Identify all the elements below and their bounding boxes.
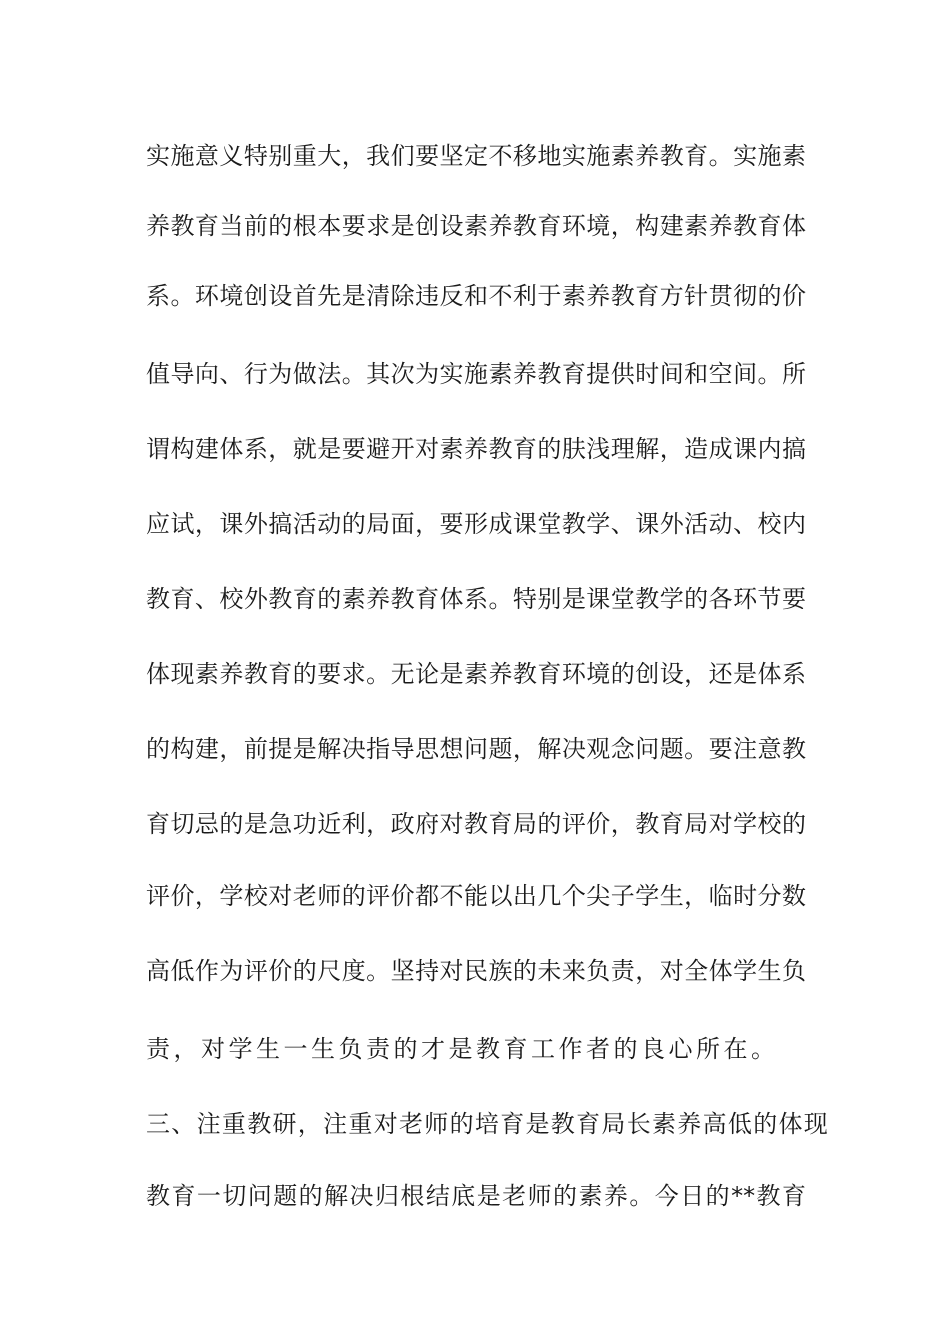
section-heading: 三、注重教研，注重对老师的培育是教育局长素养高低的体现 [146,1110,830,1138]
paragraph-line: 应试，课外搞活动的局面，要形成课堂教学、课外活动、校内 [146,510,806,538]
paragraph-line: 育切忌的是急功近利，政府对教育局的评价，教育局对学校的 [146,810,806,838]
paragraph-line: 高低作为评价的尺度。坚持对民族的未来负责，对全体学生负 [146,957,806,985]
paragraph-line: 养教育当前的根本要求是创设素养教育环境，构建素养教育体 [146,212,806,240]
paragraph-line: 责，对学生一生负责的才是教育工作者的良心所在。 [146,1035,779,1063]
paragraph-line: 的构建，前提是解决指导思想问题，解决观念问题。要注意教 [146,735,806,763]
paragraph-line: 评价，学校对老师的评价都不能以出几个尖子学生，临时分数 [146,882,806,910]
paragraph-line: 系。环境创设首先是清除违反和不利于素养教育方针贯彻的价 [146,282,806,310]
paragraph-line: 实施意义特别重大，我们要坚定不移地实施素养教育。实施素 [146,142,806,170]
paragraph-line: 教育一切问题的解决归根结底是老师的素养。今日的**教育 [146,1182,806,1210]
paragraph-line: 谓构建体系，就是要避开对素养教育的肤浅理解，造成课内搞 [146,435,806,463]
paragraph-line: 值导向、行为做法。其次为实施素养教育提供时间和空间。所 [146,360,806,388]
paragraph-line: 体现素养教育的要求。无论是素养教育环境的创设，还是体系 [146,660,806,688]
paragraph-line: 教育、校外教育的素养教育体系。特别是课堂教学的各环节要 [146,585,806,613]
